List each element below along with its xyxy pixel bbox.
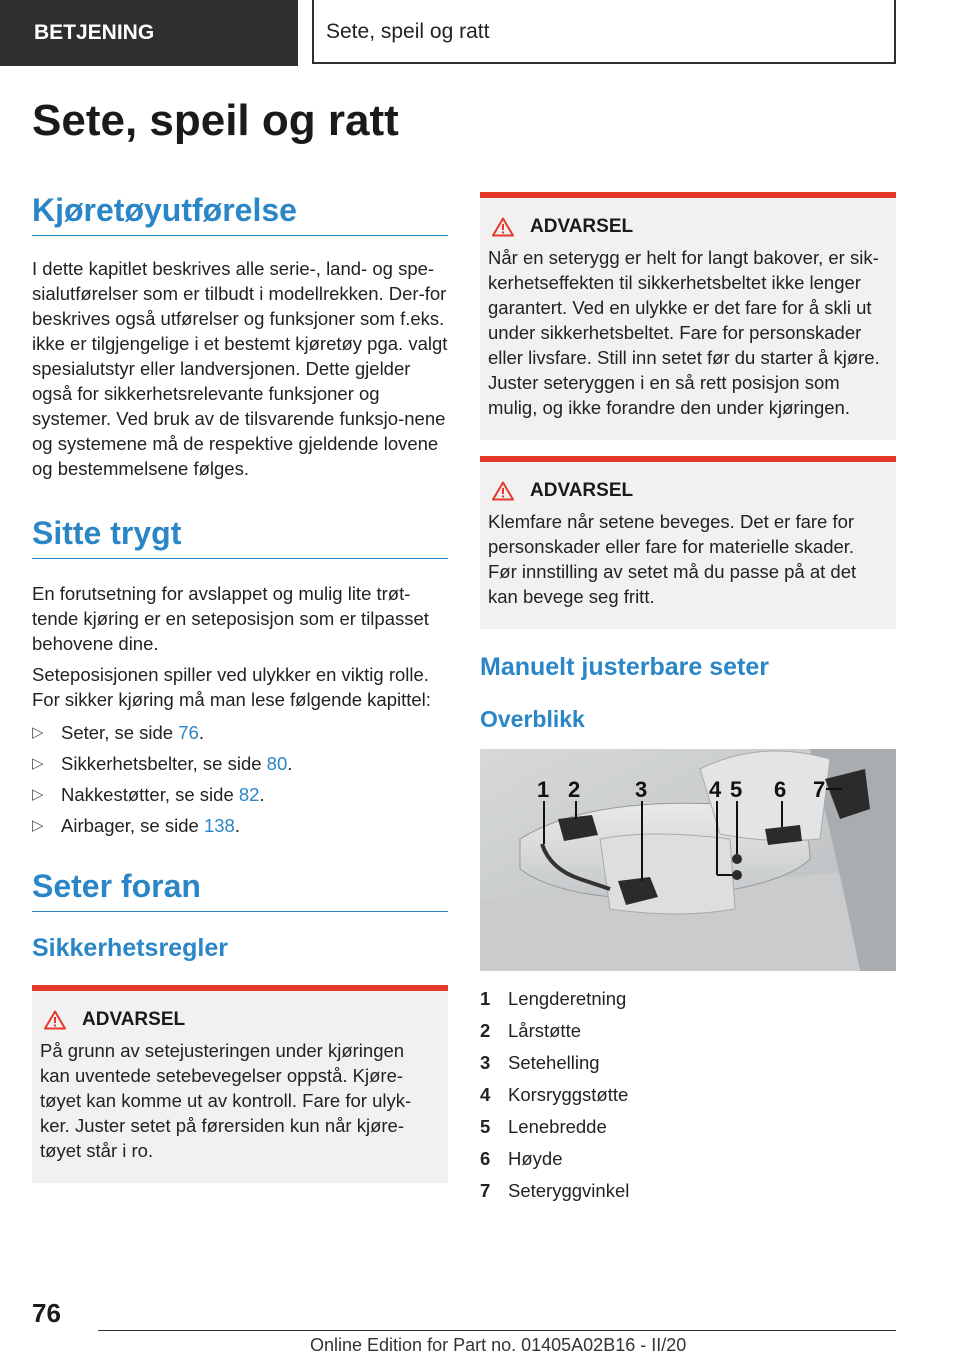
- page-link[interactable]: 76: [178, 722, 199, 743]
- front-seats-heading: Seter foran: [32, 868, 448, 912]
- triangle-bullet-icon: ▷: [32, 755, 44, 772]
- warning-title: ADVARSEL: [488, 480, 886, 502]
- list-item: ▷ Airbager, se side 138.: [32, 815, 240, 836]
- warning-box: [32, 985, 448, 1183]
- warning-text: På grunn av setejusteringen under kjøringen kan uventede setebevegelser oppstå. Kjøre-tøyet kan komme ut av kontroll. Fare for ulyk-ker. Juster setet på førersiden kun når kjøre-tøyet står i ro.: [40, 1040, 412, 1161]
- warning-box: [480, 192, 896, 440]
- figure-label: 5: [730, 777, 743, 802]
- warning-title: ADVARSEL: [40, 1009, 438, 1031]
- warning-text: Klemfare når setene beveges. Det er fare for personskader eller fare for materielle skader. Før innstilling av setet må du passe på at det kan bevege seg fritt.: [488, 511, 857, 607]
- warning-box: [480, 456, 896, 629]
- figure-legend: [480, 983, 896, 1207]
- warning-triangle-icon: [492, 481, 514, 501]
- warning-triangle-icon: [44, 1010, 66, 1030]
- chapter-tab: Sete, speil og ratt: [312, 0, 896, 64]
- warning-text: Når en seterygg er helt for langt bakover, er sik-kerhetseffekten til sikkerhetsbeltet ikke lenger garantert. Ved en ulykke er det fare for å skli ut under sikkerhetsbeltet. Fare for personskader eller livsfare. Still inn setet før du starter å kjøre. Juster seteryggen i en så rett posisjon som mulig, og ikke forandre den under kjøringen.: [488, 247, 880, 418]
- warning-triangle-icon: [492, 217, 514, 237]
- left-column: [32, 192, 448, 1183]
- right-column: [480, 192, 896, 1207]
- page-link[interactable]: 80: [266, 753, 288, 774]
- seat-illustration: [480, 749, 896, 971]
- seat-controls-figure: [480, 749, 896, 971]
- list-item: ▷ Seter, se side 76.: [32, 722, 204, 743]
- legend-item: 2 Lårstøtte: [480, 1020, 581, 1041]
- figure-label: 7: [813, 777, 826, 802]
- triangle-bullet-icon: ▷: [32, 817, 44, 834]
- edition-note: Online Edition for Part no. 01405A02B16 - II/20: [310, 1335, 687, 1355]
- legend-item: 7 Seteryggvinkel: [480, 1180, 630, 1201]
- figure-label: 3: [635, 777, 648, 802]
- figure-label: 4: [709, 777, 722, 802]
- legend-item: 3 Setehelling: [480, 1052, 600, 1073]
- page-title: Sete, speil og ratt: [32, 96, 399, 145]
- list-item: ▷ Nakkestøtter, se side 82.: [32, 784, 265, 805]
- sit-safely-para1: En forutsetning for avslappet og mulig lite trøt-tende kjøring er en seteposisjon som er tilpasset behovene dine.: [32, 583, 429, 654]
- page-number: 76: [32, 1298, 61, 1328]
- manual-seats-heading: Manuelt justerbare seter: [480, 653, 769, 681]
- overview-heading: Overblikk: [480, 706, 585, 732]
- figure-label: 2: [568, 777, 581, 802]
- sit-safely-heading: Sitte trygt: [32, 515, 448, 559]
- triangle-bullet-icon: ▷: [32, 724, 44, 741]
- legend-item: 4 Korsryggstøtte: [480, 1084, 629, 1105]
- figure-label: 6: [774, 777, 787, 802]
- triangle-bullet-icon: ▷: [32, 786, 44, 803]
- warning-title: ADVARSEL: [488, 216, 886, 238]
- reference-list: [32, 720, 448, 838]
- page-link[interactable]: 138: [203, 815, 235, 836]
- page-link[interactable]: 82: [238, 784, 260, 805]
- vehicle-variant-heading: Kjøretøyutførelse: [32, 192, 448, 236]
- legend-item: 5 Lenebredde: [480, 1116, 607, 1137]
- footer-divider: [98, 1330, 896, 1331]
- vehicle-variant-body: I dette kapitlet beskrives alle serie-, land- og spe-sialutførelser som er tilbudt i modellrekken. Der-for beskrives også utførelser og funksjoner som f.eks. ikke er tilgjengelige i et bestemt kjøretøy pga. valgt spesialutstyr eller landversjonen. Dette gjelder også for sikkerhetsrelevante funksjoner og systemer. Ved bruk av de tilsvarende funksjo-nene og systemene må de respektive gjeldende lovene og bestemmelsene følges.: [32, 258, 448, 479]
- section-tab: BETJENING: [0, 0, 298, 66]
- legend-item: 6 Høyde: [480, 1148, 563, 1169]
- safety-rules-heading: Sikkerhetsregler: [32, 934, 228, 962]
- legend-item: 1 Lengderetning: [480, 988, 627, 1009]
- figure-label: 1: [537, 777, 550, 802]
- list-item: ▷ Sikkerhetsbelter, se side 80.: [32, 753, 293, 774]
- sit-safely-para2: Seteposisjonen spiller ved ulykker en viktig rolle. For sikker kjøring må man lese følgende kapittel:: [32, 664, 431, 710]
